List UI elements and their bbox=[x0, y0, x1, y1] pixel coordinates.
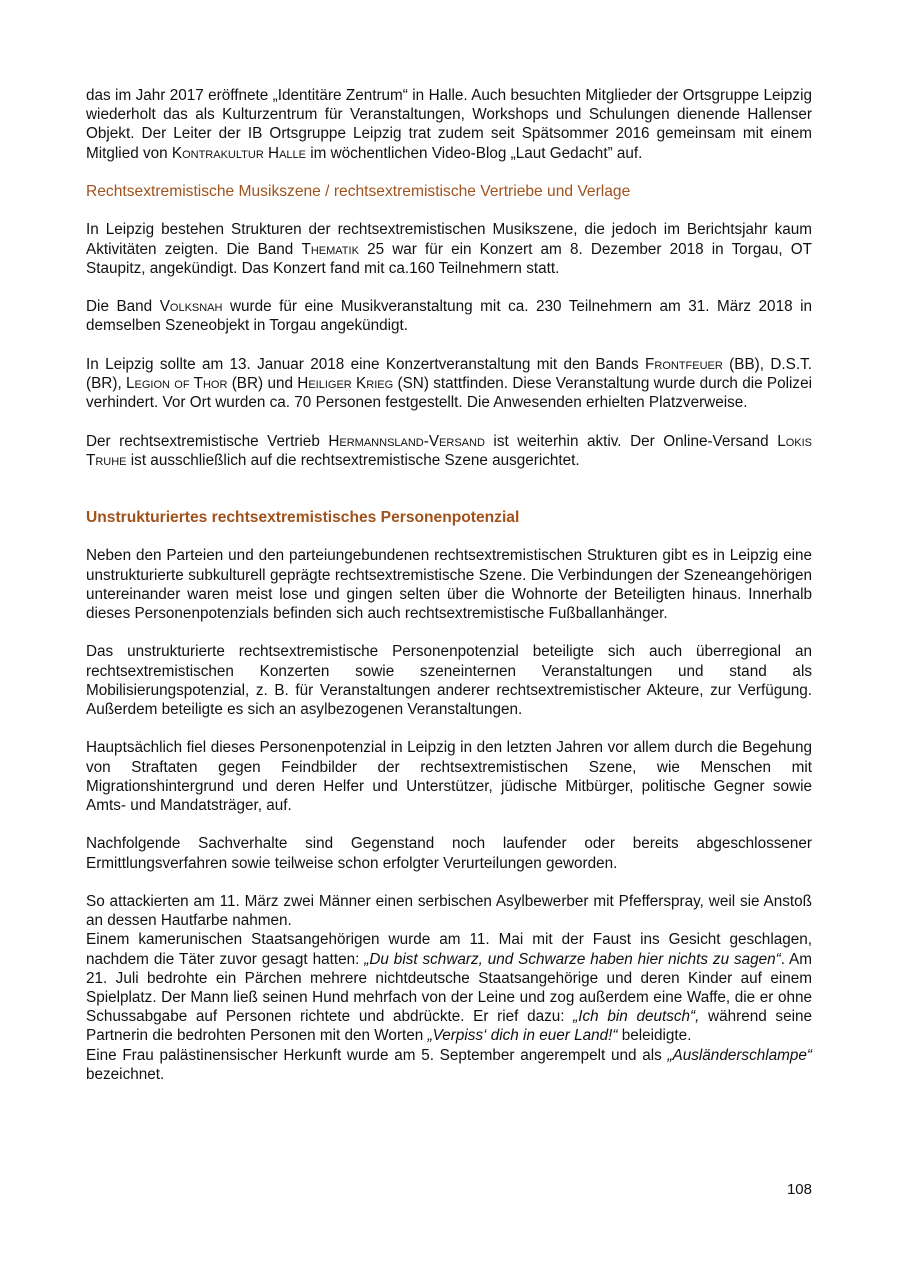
subheading-music-scene: Rechtsextremistische Musikszene / rechtsextremistische Vertriebe und Verlage bbox=[86, 183, 631, 200]
page-number: 108 bbox=[786, 1181, 812, 1198]
quote: „Verpiss‘ dich in euer Land!“ bbox=[427, 1027, 618, 1045]
paragraph-investigations: Nachfolgende Sachverhalte sind Gegenstand noch laufender oder bereits abgeschlossener Ermittlungsverfahren sowie teilweise schon erfolgter Verurteilungen geworden. bbox=[86, 835, 812, 872]
band-name: Legion of Thor bbox=[126, 374, 228, 392]
page-body bbox=[86, 86, 812, 1084]
band-name: Volksnah bbox=[159, 298, 223, 316]
paragraph-vertrieb: Der rechtsextremistische Vertrieb Hermannsland-Versand ist weiterhin aktiv. Der Online-Versand Lokis Truhe ist ausschließlich auf die rechtsextremistische Szene ausgerichtet. bbox=[86, 432, 813, 469]
paragraph-incident-march: So attackierten am 11. März zwei Männer einen serbischen Asylbewerber mit Pfefferspray, weil sie Anstoß an dessen Hautfarbe nahmen. bbox=[86, 892, 812, 930]
quote: „Ausländerschlampe“ bbox=[667, 1046, 812, 1064]
band-name: Frontfeuer bbox=[645, 355, 723, 373]
band-name: Heiliger Krieg bbox=[297, 374, 394, 392]
paragraph-incident-september: Eine Frau palästinensischer Herkunft wurde am 5. September angerempelt und als „Ausländerschlampe“ bezeichnet. bbox=[86, 1046, 812, 1083]
paragraph-offences: Hauptsächlich fiel dieses Personenpotenzial in Leipzig in den letzten Jahren vor allem durch die Begehung von Straftaten gegen Feindbilder der rechtsextremistischen Szene, wie Menschen mit Migrationshintergrund und deren Helfer und Unterstützer, jüdische Mitbürger, politische Gegner sowie Amts- und Mandatsträger, auf. bbox=[86, 739, 812, 814]
paragraph-volksnah: Die Band Volksnah wurde für eine Musikveranstaltung mit ca. 230 Teilnehmern am 31. März 2018 in demselben Szeneobjekt in Torgau angekündigt. bbox=[86, 298, 812, 335]
paragraph-unstructured-scene: Neben den Parteien und den parteiungebundenen rechtsextremistischen Strukturen gibt es in Leipzig eine unstrukturierte subkulturell geprägte rechtsextremistische Szene. Die Verbindungen der Szeneangehörigen untereinander waren meist lose und gingen selten über die Wohnorte der Beteiligten hinaus. Innerhalb dieses Personenpotenzials befinden sich auch rechtsextremistische Fußballanhänger. bbox=[86, 547, 812, 622]
vendor-name: Lokis Truhe bbox=[86, 432, 813, 469]
quote: „Du bist schwarz, und Schwarze haben hier nichts zu sagen“ bbox=[364, 950, 781, 968]
paragraph-incident-may-july: Einem kamerunischen Staatsangehörigen wurde am 11. Mai mit der Faust ins Gesicht geschlagen, nachdem die Täter zuvor gesagt hatten: „Du bist schwarz, und Schwarze haben hier nichts zu sagen“. Am 21. Juli bedrohte ein Pärchen mehrere nichtdeutsche Staatsangehörige und deren Kinder auf einem Spielplatz. Der Mann ließ seinen Hund mehrfach von der Leine und zog außerdem eine Waffe, die er ohne Schussabgabe auf Personen richtete und abdrückte. Er rief dazu: „Ich bin deutsch“, während seine Partnerin die bedrohten Personen mit den Worten „Verpiss‘ dich in euer Land!“ beleidigte. bbox=[86, 931, 812, 1045]
section-heading: Unstrukturiertes rechtsextremistisches Personenpotenzial bbox=[86, 508, 520, 526]
paragraph-mobilization: Das unstrukturierte rechtsextremistische Personenpotenzial beteiligte sich auch überregional an rechtsextremistischen Konzerten sowie szeneinternen Veranstaltungen und stand als Mobilisierungspotenzial, z. B. für Veranstaltungen anderer rechtsextremistischer Akteure, zur Verfügung. Außerdem beteiligte es sich an asylbezogenen Veranstaltungen. bbox=[86, 643, 812, 718]
quote: „Ich bin deutsch“, bbox=[573, 1008, 700, 1026]
paragraph-music-structures: In Leipzig bestehen Strukturen der rechtsextremistischen Musikszene, die jedoch im Berichtsjahr kaum Aktivitäten zeigten. Die Band Thematik 25 war für ein Konzert am 8. Dezember 2018 in Torgau, OT Staupitz, angekündigt. Das Konzert fand mit ca.160 Teilnehmern statt. bbox=[86, 221, 812, 277]
paragraph-ib-leipzig: das im Jahr 2017 eröffnete „Identitäre Zentrum“ in Halle. Auch besuchten Mitglieder der Ortsgruppe Leipzig wiederholt das als Kulturzentrum für Veranstaltungen, Workshops und Schulungen dienende Hallenser Objekt. Der Leiter der IB Ortsgruppe Leipzig trat zudem seit Spätsommer 2016 gemeinsam mit einem Mitglied von Kontrakultur Halle im wöchentlichen Video-Blog „Laut Gedacht” auf. bbox=[86, 87, 812, 162]
paragraph-concert-leipzig: In Leipzig sollte am 13. Januar 2018 eine Konzertveranstaltung mit den Bands Frontfeuer (BB), D.S.T. (BR), Legion of Thor (BR) und Heiliger Krieg (SN) stattfinden. Diese Veranstaltung wurde durch die Polizei verhindert. Vor Ort wurden ca. 70 Personen festgestellt. Die Anwesenden erhielten Platzverweise. bbox=[86, 355, 812, 412]
vendor-name: Hermannsland-Versand bbox=[328, 432, 485, 450]
band-name: Thematik bbox=[301, 240, 359, 258]
org-name: Kontrakultur Halle bbox=[171, 144, 306, 162]
